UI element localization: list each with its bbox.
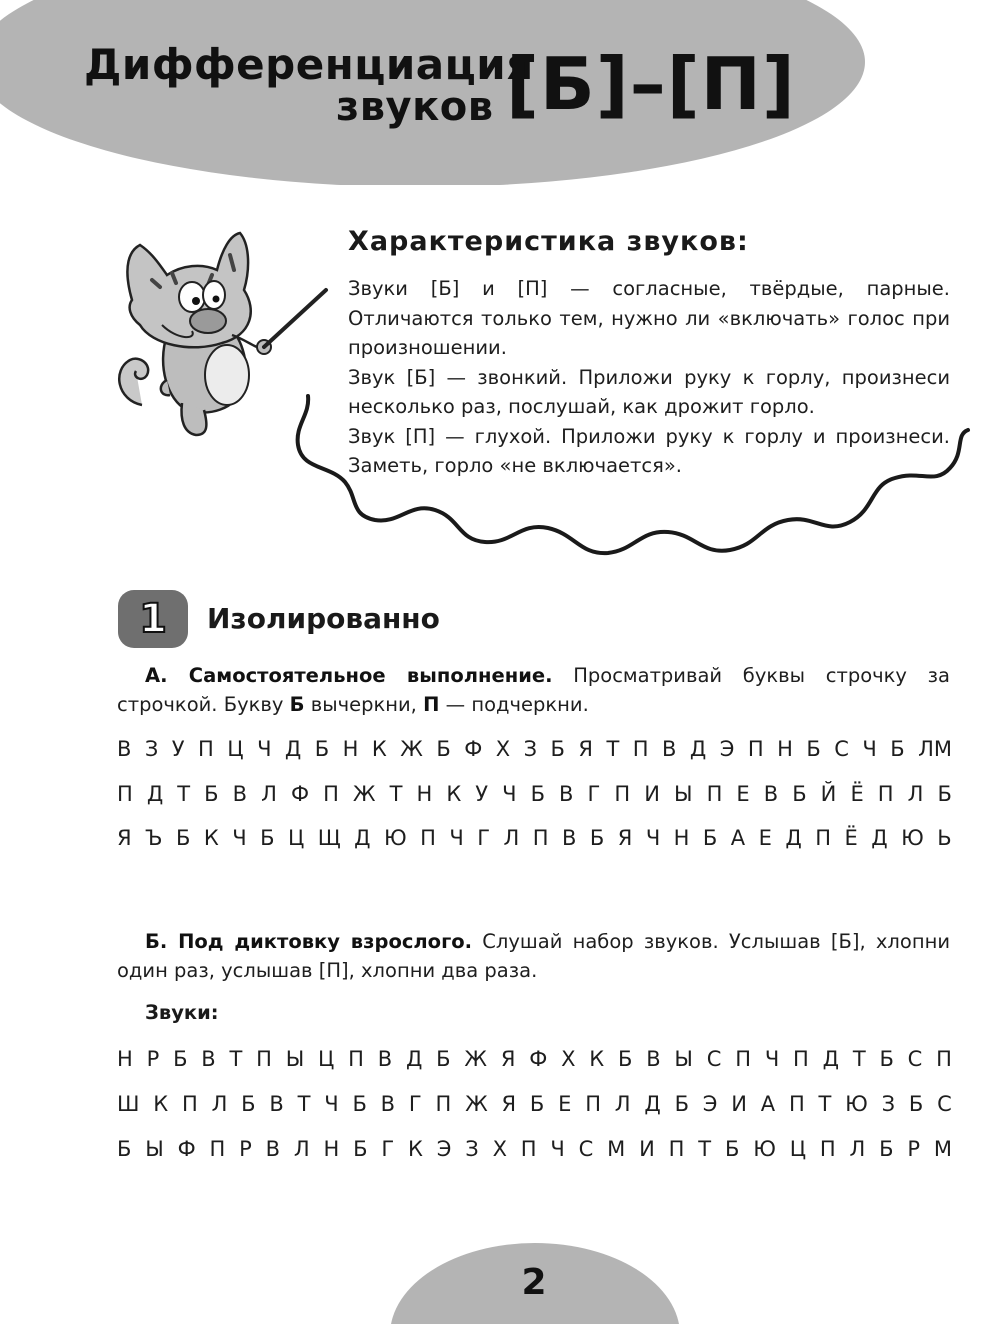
characteristic-paragraph: Звук [Б] — звонкий. Приложи руку к горлу, произнеси несколько раз, послушай, как дрожит горло. (348, 365, 950, 418)
letter: Б (702, 826, 718, 850)
letter: К (203, 826, 219, 850)
letter: П (420, 826, 436, 850)
letter: Б (890, 737, 905, 761)
letter: П (585, 1092, 601, 1116)
letter: Ы (145, 1137, 164, 1161)
letter: Б (117, 1137, 132, 1161)
letter: П (632, 737, 649, 761)
letter: Ы (674, 1047, 693, 1071)
letter: В (117, 737, 132, 761)
letter-row (117, 1137, 952, 1161)
exercise-title: Изолированно (207, 602, 440, 635)
letter: У (171, 737, 185, 761)
letter: Ж (465, 1092, 488, 1116)
letter: Г (587, 782, 601, 806)
letter: Б (260, 826, 275, 850)
letter: С (937, 1092, 952, 1116)
letter: А (730, 826, 746, 850)
letter: Я (117, 826, 132, 850)
letter: Г (477, 826, 491, 850)
letter-row (117, 737, 952, 761)
letter: Ц (318, 1047, 335, 1071)
letter: Ф (529, 1047, 548, 1071)
letter: В (763, 782, 779, 806)
letter: Т (818, 1092, 832, 1116)
letter: Д (284, 737, 302, 761)
letter: П (706, 782, 723, 806)
letter-row (117, 1047, 952, 1071)
letter: Б (806, 737, 821, 761)
task-a-text-1: Просматривай буквы строчку за строчкой. Букву (117, 664, 950, 716)
task-a (117, 661, 950, 719)
letter: Ъ (145, 826, 163, 850)
letter: К (153, 1092, 169, 1116)
letter: В (201, 1047, 216, 1071)
letter: Ц (789, 1137, 806, 1161)
letter: Р (907, 1137, 920, 1161)
letter: П (819, 1137, 836, 1161)
letter: Е (558, 1092, 572, 1116)
letter: П (520, 1137, 537, 1161)
letter: Ю (901, 826, 924, 850)
letter: Т (698, 1137, 712, 1161)
letter: Н (777, 737, 793, 761)
letter: Д (146, 782, 164, 806)
letter: Н (673, 826, 690, 850)
letter: П (815, 826, 832, 850)
letter: Ч (449, 826, 464, 850)
letter: П (256, 1047, 272, 1071)
letter: Н (416, 782, 433, 806)
letter: Ё (844, 826, 858, 850)
task-b (117, 927, 950, 985)
characteristic-title: Характеристика звуков: (348, 226, 749, 257)
letter: Б (173, 1047, 188, 1071)
letter: В (269, 1092, 284, 1116)
task-b-label: Б. Под диктовку взрослого. (145, 930, 473, 953)
letter: Г (381, 1137, 395, 1161)
letter: П (877, 782, 894, 806)
letter: Ч (550, 1137, 565, 1161)
letter: Б (353, 1137, 368, 1161)
letter: Р (239, 1137, 252, 1161)
letter: ЛМ (918, 737, 952, 761)
letter: Б (530, 782, 545, 806)
letter: Й (820, 782, 837, 806)
letter: Т (177, 782, 191, 806)
letter: Ц (287, 826, 305, 850)
letter: Б (589, 826, 605, 850)
letter: Ж (352, 782, 376, 806)
letter: Д (354, 826, 371, 850)
letter: Ф (177, 1137, 196, 1161)
letter: Б (241, 1092, 256, 1116)
letter: П (747, 737, 764, 761)
letter: Б (550, 737, 565, 761)
letter: Я (617, 826, 633, 850)
letter: Т (389, 782, 403, 806)
letter: Л (293, 1137, 310, 1161)
letter: Н (342, 737, 359, 761)
letter: П (936, 1047, 952, 1071)
letter: С (834, 737, 849, 761)
letter: Э (719, 737, 735, 761)
letter: И (639, 1137, 655, 1161)
letter: В (559, 782, 574, 806)
letter: У (475, 782, 489, 806)
letter: Э (436, 1137, 452, 1161)
characteristic-paragraph: Звуки [Б] и [П] — согласные, твёрдые, парные. Отличаются только тем, нужно ли «включать» голос при произношении. (348, 277, 950, 359)
letter: Б (529, 1092, 545, 1116)
letter: Б (879, 1047, 894, 1071)
letter: Б (436, 1047, 451, 1071)
letter: Б (937, 782, 952, 806)
letter: Е (758, 826, 772, 850)
letter: Ф (290, 782, 310, 806)
letter: Ё (850, 782, 864, 806)
letter: Д (689, 737, 707, 761)
letter: Б (724, 1137, 740, 1161)
letter: П (117, 782, 133, 806)
letter-row (117, 782, 952, 806)
letter: Б (879, 1137, 894, 1161)
letter: Х (561, 1047, 576, 1071)
letter: Д (822, 1047, 840, 1071)
letter: Ю (384, 826, 407, 850)
letter: Ю (845, 1092, 868, 1116)
letter: В (265, 1137, 281, 1161)
letter: Ы (673, 782, 693, 806)
task-a-label: А. Самостоятельное выполнение. (145, 664, 553, 687)
letter: Т (297, 1092, 311, 1116)
task-a-text-3: — подчеркни. (439, 693, 589, 716)
letter: В (232, 782, 248, 806)
letter: Щ (317, 826, 341, 850)
letter: П (323, 782, 339, 806)
letter: В (661, 737, 677, 761)
letter: Я (501, 1092, 517, 1116)
letter: Л (503, 826, 520, 850)
letter: М (607, 1137, 626, 1161)
letter: Ч (232, 826, 247, 850)
letter: Б (617, 1047, 633, 1071)
letter: Д (871, 826, 888, 850)
letter: Ч (257, 737, 272, 761)
letter: Х (492, 1137, 507, 1161)
letter: З (465, 1137, 479, 1161)
letter: В (380, 1092, 396, 1116)
letter: И (644, 782, 660, 806)
letter: Ч (324, 1092, 339, 1116)
letter: Ж (400, 737, 423, 761)
letter: П (348, 1047, 364, 1071)
letter: И (731, 1092, 747, 1116)
letter: К (371, 737, 387, 761)
exercise-number: 1 (139, 596, 167, 642)
letter: Ч (645, 826, 661, 850)
letter-row (117, 826, 952, 850)
letter: Б (175, 826, 191, 850)
characteristic-paragraph: Звук [П] — глухой. Приложи руку к горлу и произнеси. Заметь, горло «не включается». (348, 424, 950, 477)
letter: Ь (937, 826, 952, 850)
header-ellipse-shape (0, 0, 1000, 185)
letter: Ч (862, 737, 877, 761)
letter: К (589, 1047, 605, 1071)
letter: З (881, 1092, 896, 1116)
letter: З (523, 737, 538, 761)
letter: Д (785, 826, 802, 850)
page-title-line2: звуков (336, 84, 494, 130)
letter: П (198, 737, 214, 761)
letter: Ц (227, 737, 244, 761)
letter: Б (674, 1092, 689, 1116)
letter: А (760, 1092, 776, 1116)
task-a-letter-p: П (423, 693, 440, 716)
letter: Ф (464, 737, 483, 761)
letter: Н (323, 1137, 340, 1161)
letter: Г (408, 1092, 422, 1116)
header-banner (0, 0, 1000, 185)
letter: П (181, 1092, 198, 1116)
letter: В (562, 826, 577, 850)
characteristic-text (348, 274, 950, 481)
letter: Б (314, 737, 330, 761)
letter: Л (261, 782, 277, 806)
letter: Д (644, 1092, 661, 1116)
letter: Ы (285, 1047, 305, 1071)
letter: Ш (117, 1092, 140, 1116)
letter: Б (204, 782, 219, 806)
letter: С (907, 1047, 923, 1071)
letter: Н (117, 1047, 133, 1071)
letter: Л (907, 782, 924, 806)
letter: Б (792, 782, 807, 806)
letter: Ж (464, 1047, 488, 1071)
sounds-label: Звуки: (145, 1001, 219, 1024)
letter: П (735, 1047, 752, 1071)
letter: П (209, 1137, 226, 1161)
letter: Ч (502, 782, 517, 806)
letter: Х (495, 737, 511, 761)
letter: С (578, 1137, 594, 1161)
task-b-text: Слушай набор звуков. Услышав [Б], хлопни один раз, услышав [П], хлопни два раза. (117, 930, 950, 982)
letter: Э (702, 1092, 718, 1116)
letter: Ю (753, 1137, 776, 1161)
letter: П (668, 1137, 685, 1161)
page-number: 2 (521, 1262, 547, 1303)
task-a-letter-b: Б (289, 693, 305, 716)
letter: П (793, 1047, 809, 1071)
letter: Л (211, 1092, 228, 1116)
letter: Б (352, 1092, 367, 1116)
letter: Б (436, 737, 451, 761)
letter: К (446, 782, 462, 806)
letter: С (706, 1047, 722, 1071)
letter: Т (229, 1047, 243, 1071)
exercise-number-badge (118, 590, 188, 648)
letter: Т (606, 737, 620, 761)
letter: Т (852, 1047, 866, 1071)
letter: Ч (764, 1047, 780, 1071)
letter: П (788, 1092, 805, 1116)
letter: М (933, 1137, 952, 1161)
letter: З (144, 737, 159, 761)
page-title-sounds: [Б]–[П] (506, 42, 796, 126)
letter: Л (849, 1137, 866, 1161)
letter: Я (578, 737, 593, 761)
letter: Л (614, 1092, 631, 1116)
letter: Д (405, 1047, 423, 1071)
letter-row (117, 1092, 952, 1116)
letter: Е (736, 782, 750, 806)
letter: П (435, 1092, 452, 1116)
letter: В (646, 1047, 661, 1071)
letter: П (532, 826, 549, 850)
task-a-text-2: вычеркни, (304, 693, 424, 716)
page-title-line1: Дифференциация (84, 40, 534, 89)
letter: Я (500, 1047, 516, 1071)
letter: Р (146, 1047, 160, 1071)
letter: П (614, 782, 631, 806)
letter: К (408, 1137, 423, 1161)
letter: В (377, 1047, 393, 1071)
letter: Б (908, 1092, 924, 1116)
